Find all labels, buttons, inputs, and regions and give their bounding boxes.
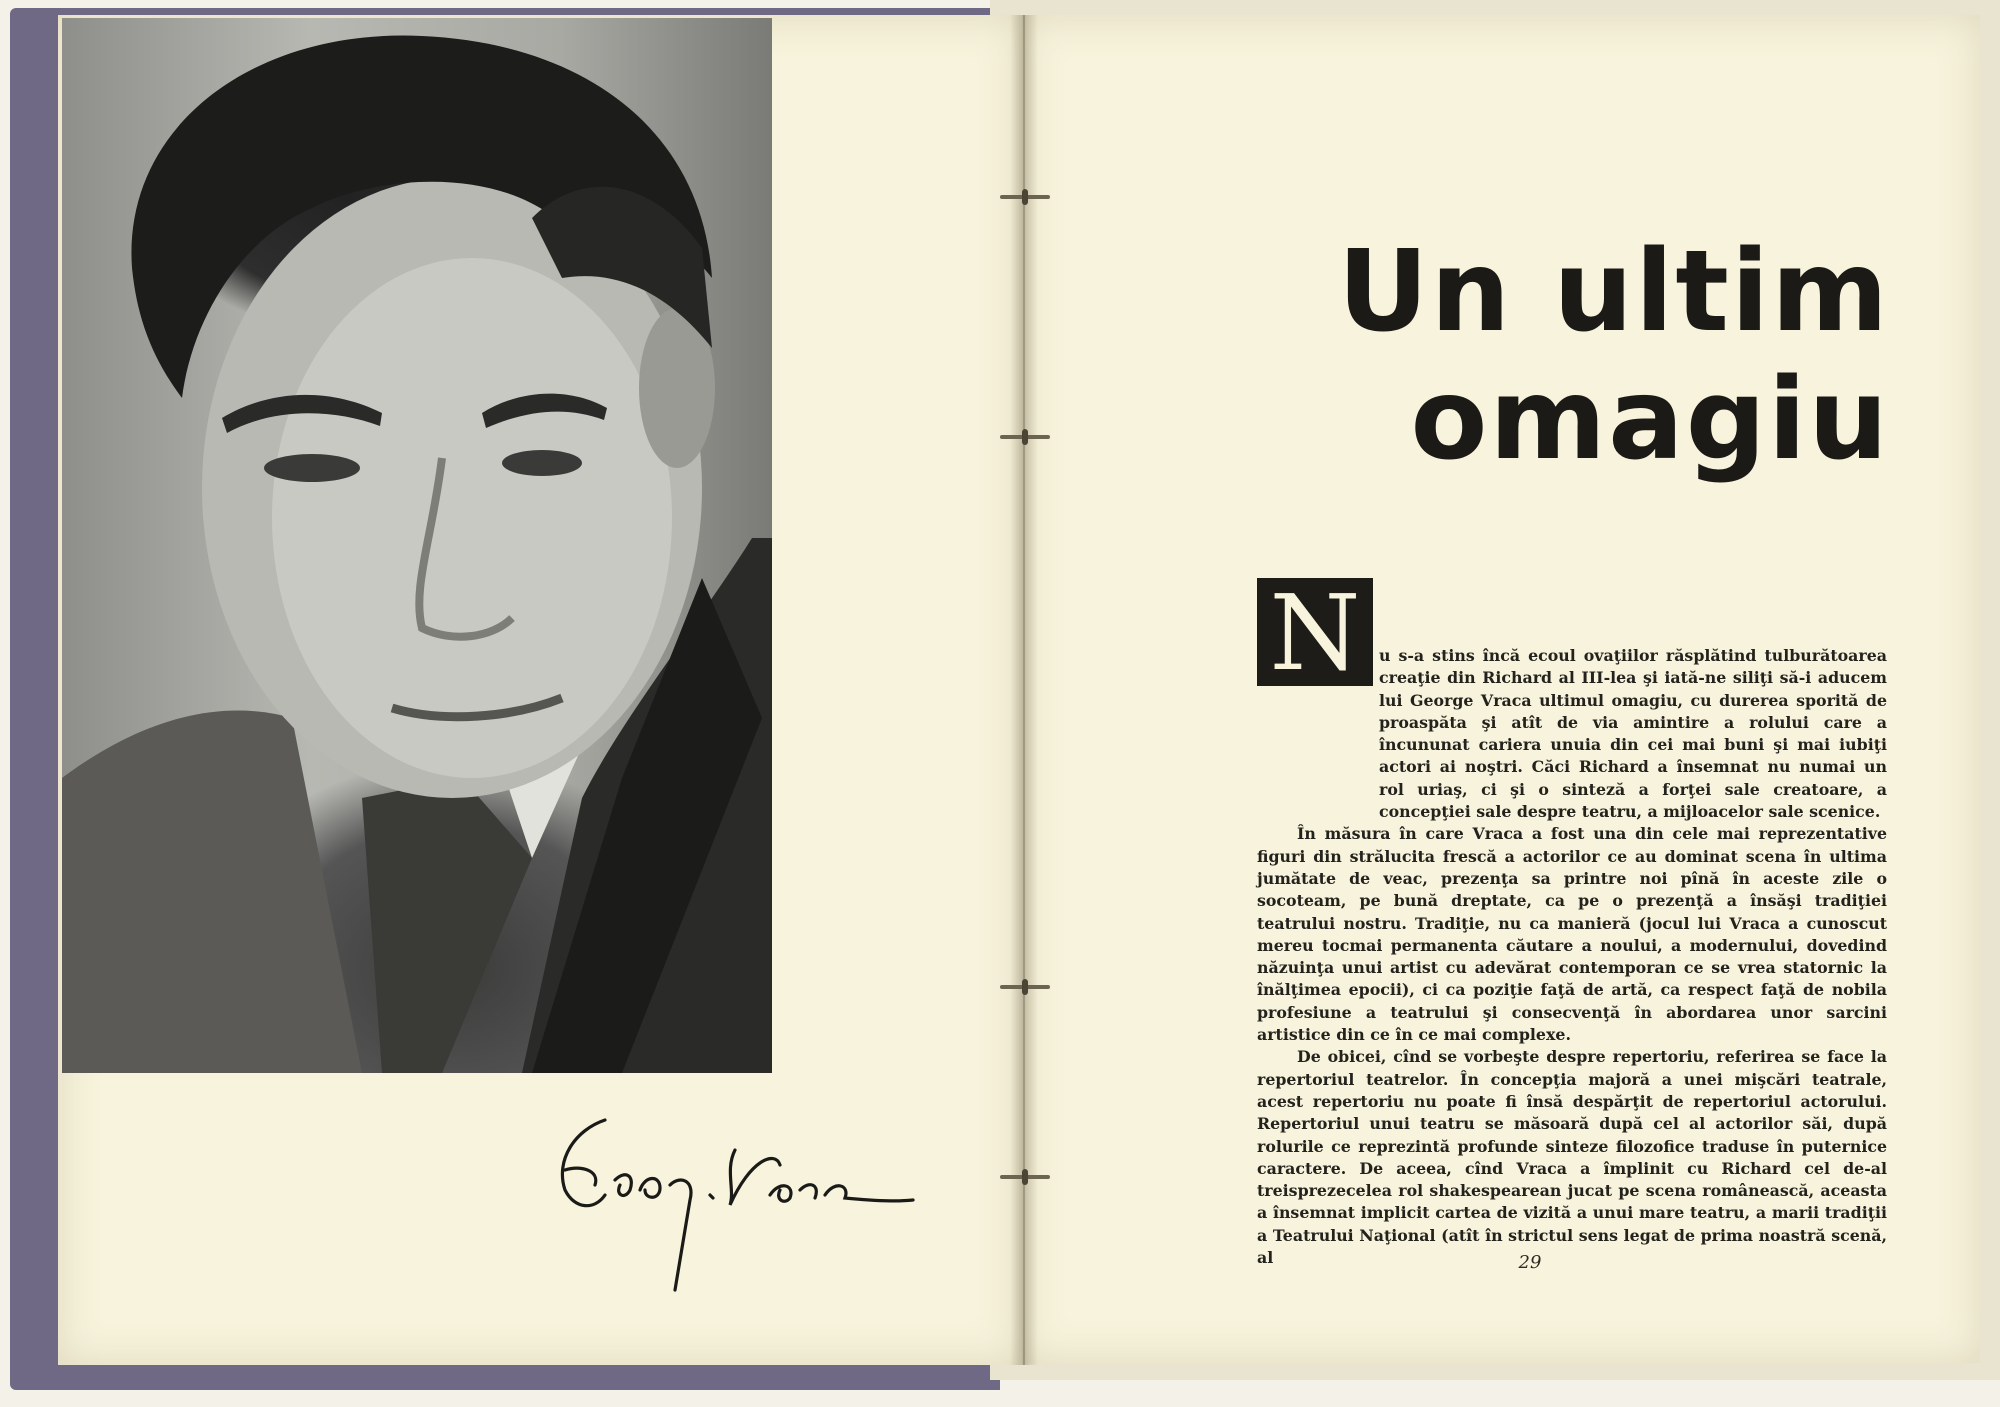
binding-stitch xyxy=(1000,985,1050,989)
paragraph: De obicei, cînd se vorbeşte despre repertoriu, referirea se face la repertoriul teatrelor. În concepţia majoră a unei mişcări teatrale, acest repertoriu nu poate fi însă despărţit de repertoriul actorului. Repertoriul unui teatru se măsoară după cel al actorilor săi, după rolurile ce reprezintă profunde sinteze filozofice traduse în puternice caractere. De aceea, cînd Vraca a împlinit cu Richard cel de-al treisprezecelea rol shakespearean jucat pe scena românească, aceasta a însemnat implicit cartea de vizită a unui mare teatru, a marii tradiţii a Teatrului Naţional (atît în strictul sens legat de prima noastră scenă, al xyxy=(1257,1047,1887,1268)
portrait-illustration xyxy=(62,18,772,1073)
drop-cap: N xyxy=(1257,578,1373,686)
article-title xyxy=(1300,228,1890,484)
portrait-photo xyxy=(62,18,772,1073)
binding-stitch xyxy=(1000,1175,1050,1179)
title-line: Un ultim xyxy=(1337,227,1890,357)
article-body xyxy=(1257,645,1887,1269)
binding-stitch xyxy=(1000,195,1050,199)
paragraph: În măsura în care Vraca a fost una din cele mai reprezentative figuri din strălucita frescă a actorilor ce au dominat scena în ultima jumătate de veac, prezenţa sa printre noi pînă în aceste zile o socoteam, pe bună dreptate, ca pe o prezenţă a însăşi tradiţiei teatrului nostru. Tradiţie, nu ca manieră (jocul lui Vraca a cunoscut mereu tocmai permanenta căutare a noului, a modernului, dovedind năzuinţa unui artist cu adevărat contemporan ce se vrea statornic la înălţimea epocii), ci ca poziţie faţă de artă, ca respect faţă de nobila profesiune a teatrului şi consecvenţă în abordarea unor sarcini artistice din ce în ce mai complexe. xyxy=(1257,824,1887,1045)
paragraph: u s-a stins încă ecoul ovaţiilor răsplătind tulburătoarea creaţie din Richard al III-lea şi iată-ne siliţi să-i aducem lui George Vraca ultimul omagiu, cu durerea sporită de proaspăta şi atît de via amintire a rolului care a încununat cariera unuia din cei mai buni şi mai iubiţi actori ai noştri. Căci Richard a însemnat nu numai un rol uriaş, ci şi o sinteză a forţei sale creatoare, a concepţiei sale despre teatru, a mijloacelor sale scenice. xyxy=(1379,646,1887,822)
page-number: 29 xyxy=(1518,1252,1542,1273)
binding-stitch xyxy=(1000,435,1050,439)
title-line: omagiu xyxy=(1410,355,1890,485)
signature xyxy=(535,1090,915,1300)
book-gutter xyxy=(1010,15,1038,1365)
